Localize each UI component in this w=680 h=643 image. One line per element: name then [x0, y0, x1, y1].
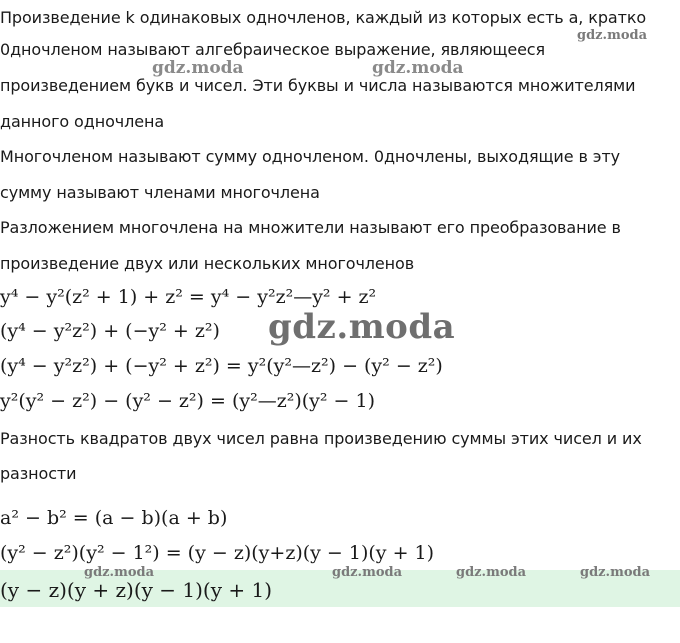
text-line-10: разности	[0, 464, 77, 483]
text-line-1: Произведение k одинаковых одночленов, каждый из которых есть a, кратко	[0, 8, 647, 27]
watermark-large: gdz.moda	[268, 307, 456, 347]
equation-2: (y⁴ − y²z²) + (−y² + z²)	[0, 320, 220, 342]
text-line-6: сумму называют членами многочлена	[0, 183, 320, 202]
text-line-8: произведение двух или нескольких многочленов	[0, 254, 415, 273]
watermark: gdz.moda	[332, 565, 403, 580]
watermark: gdz.moda	[456, 565, 527, 580]
watermark: gdz.moda	[580, 565, 651, 580]
watermark: gdz.moda	[372, 58, 464, 78]
answer: (y − z)(y + z)(y − 1)(y + 1)	[0, 578, 273, 602]
text-line-4: данного одночлена	[0, 112, 165, 131]
equation-1: y⁴ − y²(z² + 1) + z² = y⁴ − y²z²—y² + z²	[0, 286, 377, 308]
equation-4: y²(y² − z²) − (y² − z²) = (y²—z²)(y² − 1)	[0, 390, 376, 412]
equation-3: (y⁴ − y²z²) + (−y² + z²) = y²(y²—z²) − (y² − z²)	[0, 355, 443, 377]
watermark: gdz.moda	[577, 28, 648, 43]
text-line-2: 0дночленом называют алгебраическое выражение, являющееся	[0, 40, 546, 59]
text-line-7: Разложением многочлена на множители называют его преобразование в	[0, 218, 621, 237]
text-line-5: Многочленом называют сумму одночленом. 0дночлены, выходящие в эту	[0, 147, 621, 166]
watermark: gdz.moda	[84, 565, 155, 580]
text-line-9: Разность квадратов двух чисел равна произведению суммы этих чисел и их	[0, 429, 642, 448]
text-line-3: произведением букв и чисел. Эти буквы и числа называются множителями	[0, 76, 636, 95]
watermark: gdz.moda	[152, 58, 244, 78]
formula-difference-of-squares: a² − b² = (a − b)(a + b)	[0, 507, 228, 529]
equation-5: (y² − z²)(y² − 1²) = (y − z)(y+z)(y − 1)(y + 1)	[0, 542, 435, 564]
